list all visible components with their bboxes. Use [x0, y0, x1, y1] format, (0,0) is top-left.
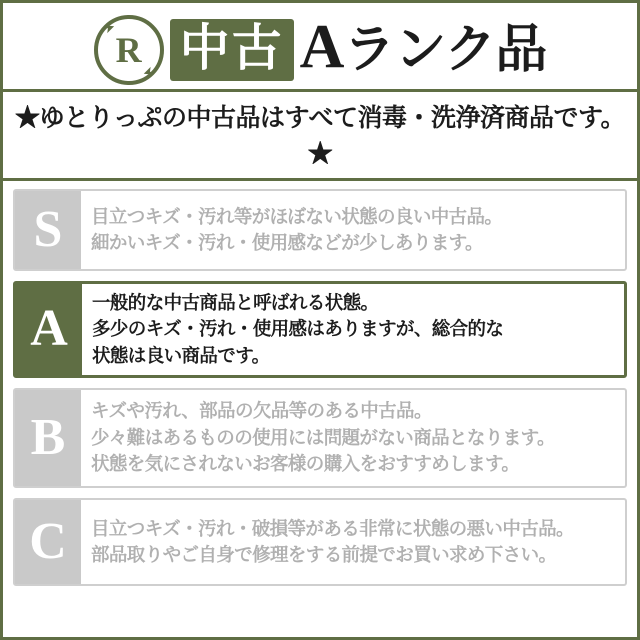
rank-description-line: 部品取りやご自身で修理をする前提でお買い求め下さい。	[91, 543, 557, 565]
rank-row-s	[13, 189, 627, 271]
rank-title-letter: A	[299, 13, 344, 81]
rank-description-line: 多少のキズ・汚れ・使用感はありますが、総合的な	[92, 318, 504, 340]
rank-description-line: 一般的な中古商品と呼ばれる状態。	[92, 292, 379, 313]
recycle-r-badge-icon	[94, 15, 164, 85]
rank-title	[299, 13, 547, 84]
chuko-label: 中古	[170, 19, 294, 81]
rank-description-line: 少々難はあるものの使用には問題がない商品となります。	[91, 426, 555, 448]
rank-letter-a: A	[16, 284, 82, 375]
rank-letter-s: S	[15, 191, 81, 269]
rank-description-s	[81, 191, 625, 269]
recycle-arrow-top-icon: ➤	[101, 18, 117, 37]
rank-description-line: 状態は良い商品です。	[92, 344, 270, 366]
rank-description-line: キズや汚れ、部品の欠品等のある中古品。	[91, 400, 432, 422]
rank-description-line: 細かいキズ・汚れ・使用感などが少しあります。	[91, 232, 483, 253]
rank-description-b	[81, 390, 625, 486]
rank-description-line: 目立つキズ・汚れ・破損等がある非常に状態の悪い中古品。	[91, 517, 574, 539]
rank-row-c	[13, 498, 627, 586]
rank-row-b	[13, 388, 627, 488]
rank-letter-b: B	[15, 390, 81, 486]
rank-title-suffix: ランク品	[343, 21, 547, 79]
rank-description-line: 状態を気にされないお客様の購入をおすすめします。	[91, 452, 520, 474]
rank-letter-c: C	[15, 500, 81, 584]
rank-description-line: 目立つキズ・汚れ等がほぼない状態の良い中古品。	[91, 205, 503, 227]
rank-description-a	[82, 284, 624, 375]
recycle-arrow-bottom-icon: ➤	[140, 63, 156, 82]
header	[3, 3, 637, 89]
badge-letter: R	[115, 30, 142, 70]
subtitle-banner: ★ゆとりっぷの中古品はすべて消毒・洗浄済商品です。★	[3, 89, 637, 181]
rank-list	[3, 181, 637, 602]
rank-row-a	[13, 281, 627, 378]
rank-description-c	[81, 500, 625, 584]
